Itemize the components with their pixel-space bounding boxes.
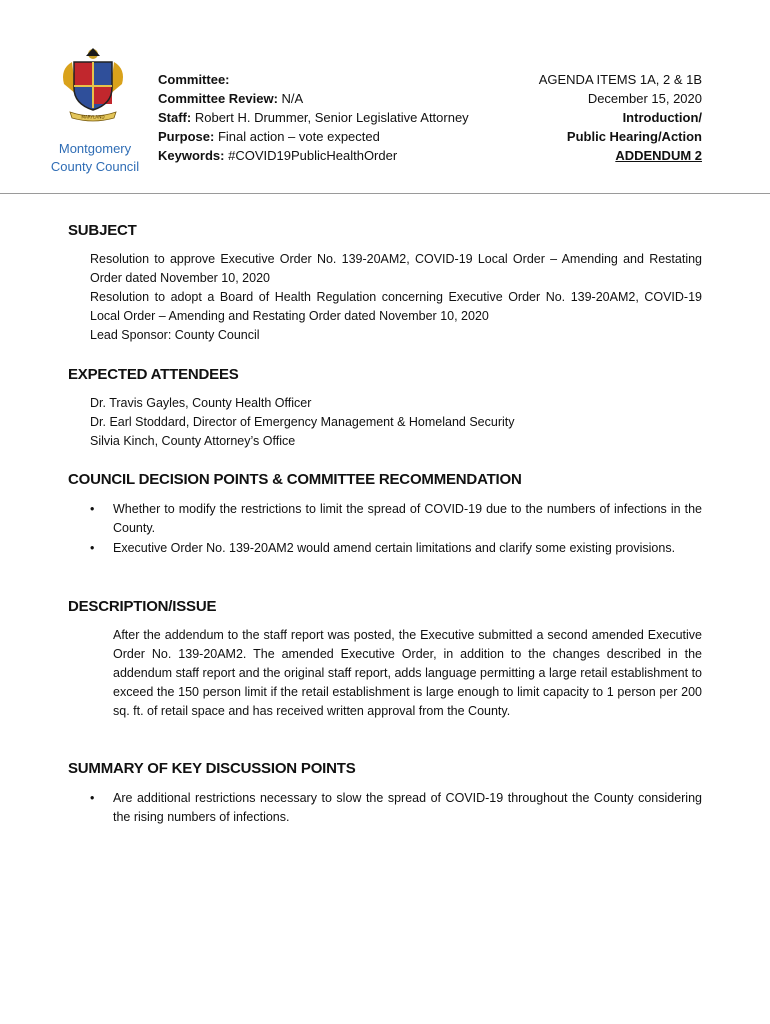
bullet-icon: • <box>90 791 95 805</box>
list-item: • Executive Order No. 139-20AM2 would amend certain limitations and clarify some existing provisions. <box>90 539 702 558</box>
subject-heading: SUBJECT <box>68 222 137 239</box>
agenda-items: AGENDA ITEMS 1A, 2 & 1B <box>538 72 702 87</box>
list-item: • Are additional restrictions necessary to slow the spread of COVID-19 throughout the County considering the rising numbers of infections. <box>90 791 702 824</box>
keywords-line: Keywords: #COVID19PublicHealthOrder <box>158 148 398 163</box>
hearing-line: Public Hearing/Action <box>566 129 702 144</box>
header-divider <box>0 193 770 194</box>
subject-body <box>90 250 702 345</box>
bullet-icon: • <box>90 502 95 516</box>
decision-heading: COUNCIL DECISION POINTS & COMMITTEE RECOMMENDATION <box>68 471 522 488</box>
org-line-1: Montgomery <box>58 141 132 156</box>
meeting-date: December 15, 2020 <box>587 91 702 106</box>
subject-paragraph-3: Lead Sponsor: County Council <box>90 328 260 342</box>
description-heading: DESCRIPTION/ISSUE <box>68 598 217 615</box>
bullet-icon: • <box>90 541 95 555</box>
attendee-item: Silvia Kinch, County Attorney’s Office <box>90 434 296 448</box>
addendum-label: ADDENDUM 2 <box>615 148 702 163</box>
summary-list <box>90 789 702 828</box>
attendees-list <box>90 394 702 451</box>
purpose-line: Purpose: Final action – vote expected <box>158 129 380 144</box>
intro-line: Introduction/ <box>622 110 702 125</box>
attendees-heading: EXPECTED ATTENDEES <box>68 366 239 383</box>
description-paragraph: After the addendum to the staff report was posted, the Executive submitted a second amended Executive Order No. 139-20AM2. The amended Executive Order, in addition to the changes described in the addendum staff report and the original staff report, adds language permitting a large retail establishment to exceed the 150 person limit if the retail establishment is large enough to limit capacity to 1 person per 200 sq. ft. of retail space and has received written approval from the County. <box>113 628 702 718</box>
seal-banner-text: MARYLAND <box>81 114 105 120</box>
county-seal-icon <box>58 44 128 124</box>
org-line-2: County Council <box>50 159 140 174</box>
attendee-item: Dr. Travis Gayles, County Health Officer <box>90 396 312 410</box>
list-item: • Whether to modify the restrictions to limit the spread of COVID-19 due to the numbers of infections in the County. <box>90 502 702 535</box>
subject-paragraph-2: Resolution to adopt a Board of Health Regulation concerning Executive Order No. 139-20AM2, COVID-19 Local Order – Amending and Restating Order dated November 10, 2020 <box>90 290 702 323</box>
review-line: Committee Review: N/A <box>158 91 304 106</box>
staff-line: Staff: Robert H. Drummer, Senior Legislative Attorney <box>158 110 469 125</box>
organization-name <box>40 140 150 176</box>
agenda-block <box>539 70 702 165</box>
meeting-details <box>158 70 469 165</box>
attendee-item: Dr. Earl Stoddard, Director of Emergency Management & Homeland Security <box>90 415 515 429</box>
subject-paragraph-1: Resolution to approve Executive Order No. 139-20AM2, COVID-19 Local Order – Amending and Restating Order dated November 10, 2020 <box>90 252 702 285</box>
committee-line: Committee: <box>158 72 230 87</box>
summary-heading: SUMMARY OF KEY DISCUSSION POINTS <box>68 760 356 777</box>
decision-list <box>90 500 702 559</box>
